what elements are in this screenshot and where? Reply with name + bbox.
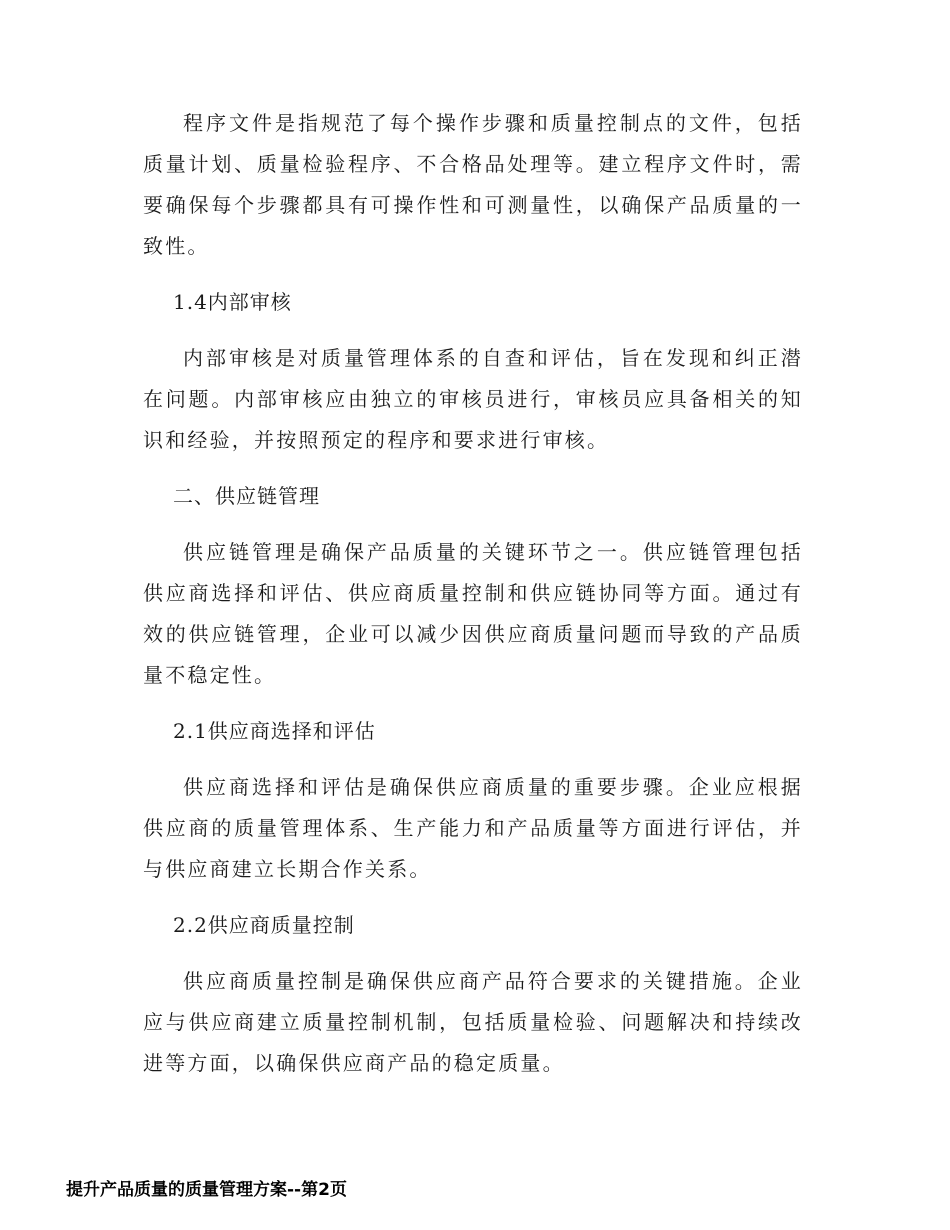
heading-supplier-quality-control: 2.2供应商质量控制 bbox=[173, 913, 355, 937]
paragraph-supply-chain-management: 供应链管理是确保产品质量的关键环节之一。供应链管理包括供应商选择和评估、供应商质量控制和供应链协同等方面。通过有效的供应链管理，企业可以减少因供应商质量问题而导致的产品质量不稳定性。 bbox=[143, 540, 803, 687]
document-body bbox=[143, 103, 803, 1099]
heading-supply-chain-management: 二、供应链管理 bbox=[173, 484, 320, 508]
heading-internal-audit: 1.4内部审核 bbox=[173, 290, 292, 314]
heading-supplier-selection: 2.1供应商选择和评估 bbox=[173, 719, 376, 743]
paragraph-internal-audit: 内部审核是对质量管理体系的自查和评估，旨在发现和纠正潜在问题。内部审核应由独立的审核员进行，审核员应具备相关的知识和经验，并按照预定的程序和要求进行审核。 bbox=[143, 346, 803, 452]
paragraph-procedure-documents: 程序文件是指规范了每个操作步骤和质量控制点的文件，包括质量计划、质量检验程序、不合格品处理等。建立程序文件时，需要确保每个步骤都具有可操作性和可测量性，以确保产品质量的一致性。 bbox=[143, 111, 803, 258]
paragraph-supplier-selection: 供应商选择和评估是确保供应商质量的重要步骤。企业应根据供应商的质量管理体系、生产能力和产品质量等方面进行评估，并与供应商建立长期合作关系。 bbox=[143, 775, 803, 881]
page-footer: 提升产品质量的质量管理方案--第2页 bbox=[66, 1180, 347, 1200]
paragraph-supplier-quality-control: 供应商质量控制是确保供应商产品符合要求的关键措施。企业应与供应商建立质量控制机制，包括质量检验、问题解决和持续改进等方面，以确保供应商产品的稳定质量。 bbox=[143, 969, 803, 1075]
